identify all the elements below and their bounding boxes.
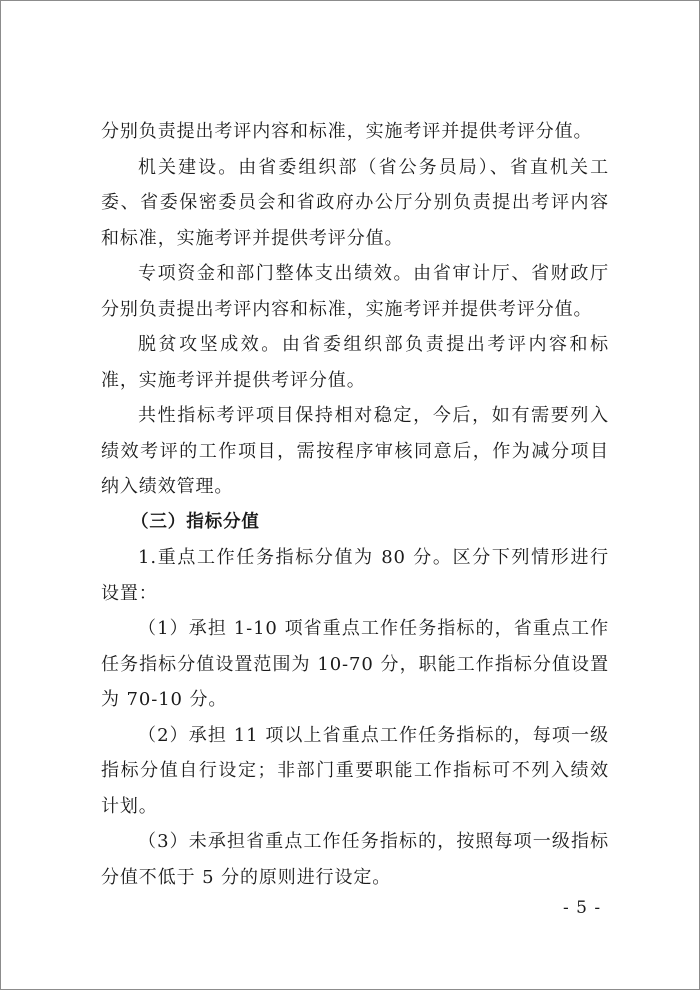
paragraph-organ-building: 机关建设。由省委组织部（省公务员局）、省直机关工委、省委保密委员会和省政府办公厅分别负责提出考评内容和标准，实施考评并提供考评分值。 xyxy=(101,156,609,249)
paragraph-continuation: 分别负责提出考评内容和标准，实施考评并提供考评分值。 xyxy=(101,121,593,142)
paragraph-common-indicators: 共性指标考评项目保持相对稳定，今后，如有需要列入绩效考评的工作项目，需按程序审核同意后，作为减分项目纳入绩效管理。 xyxy=(101,405,609,497)
paragraph-poverty-alleviation: 脱贫攻坚成效。由省委组织部负责提出考评内容和标准，实施考评并提供考评分值。 xyxy=(101,334,609,391)
paragraph-special-funds: 专项资金和部门整体支出绩效。由省审计厅、省财政厅分别负责提出考评内容和标准，实施考评并提供考评分值。 xyxy=(101,263,609,320)
document-body xyxy=(101,114,609,895)
list-item-2: （2）承担 11 项以上省重点工作任务指标的，每项一级指标分值自行设定；非部门重要职能工作指标可不列入绩效计划。 xyxy=(101,724,609,817)
list-item-1: （1）承担 1-10 项省重点工作任务指标的，省重点工作任务指标分值设置范围为 10-70 分，职能工作指标分值设置为 70-10 分。 xyxy=(101,618,609,710)
page-number: - 5 - xyxy=(563,898,602,918)
list-item-3: （3）未承担省重点工作任务指标的，按照每项一级指标分值不低于 5 分的原则进行设定。 xyxy=(101,831,609,888)
paragraph-key-tasks: 1.重点工作任务指标分值为 80 分。区分下列情形进行设置： xyxy=(101,547,609,604)
section-heading: （三）指标分值 xyxy=(131,511,260,532)
